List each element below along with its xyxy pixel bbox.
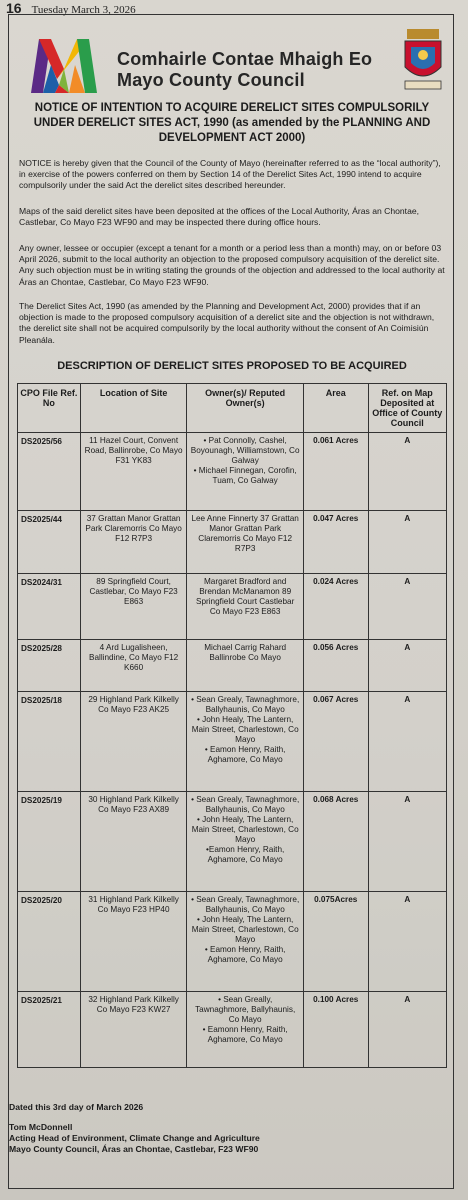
cell-cpo-ref: DS2025/56 [18,433,81,511]
cell-area: 0.067 Acres [303,692,368,792]
issue-date: Tuesday March 3, 2026 [31,4,136,16]
owner-entry: • Eamon Henry, Raith, Aghamore, Co Mayo [204,945,286,964]
table-row [18,892,447,992]
table-row [18,992,447,1068]
cell-map-ref: A [368,692,446,792]
notice-paragraph-3: Any owner, lessee or occupier (except a tenant for a month or a period less than a month) may, on or before 03 April 2026, submit to the local authority an objection to the proposed compulsory acquisition of the derelict site. Any such objection must be in writing stating the grounds of the objection and addressed to the local authority at Áras an Chontae, Castlebar, Co Mayo F23 WF90. [19,243,445,287]
table-row [18,640,447,692]
council-name-irish: Comhairle Contae Mhaigh Eo [117,49,373,69]
signatory-role: Acting Head of Environment, Climate Change and Agriculture [9,1133,260,1143]
owner-entry: • John Healy, The Lantern, Main Street, Charlestown, Co Mayo [191,915,299,944]
header-cpo: CPO File Ref. No [18,384,81,433]
signatory-name: Tom McDonnell [9,1122,73,1132]
owner-entry: • Sean Greally, Tawnaghmore, Ballyhaunis, Co Mayo [195,995,296,1024]
cell-area: 0.024 Acres [303,574,368,640]
notice-title: NOTICE OF INTENTION TO ACQUIRE DERELICT SITES COMPULSORILY UNDER DERELICT SITES ACT, 1990 (as amended by the PLANNING AND DEVELOPMENT ACT 2000) [33,102,431,144]
council-name-english: Mayo County Council [117,70,305,90]
owner-entry: • Eamonn Henry, Raith, Aghamore, Co Mayo [202,1025,288,1044]
table-row [18,792,447,892]
cell-cpo-ref: DS2025/28 [18,640,81,692]
cell-location: 11 Hazel Court, Convent Road, Ballinrobe, Co Mayo F31 YK83 [80,433,187,511]
owner-entry: •Eamon Henry, Raith, Aghamore, Co Mayo [206,845,285,864]
derelict-sites-table [17,383,447,1068]
table-body [18,433,447,1068]
table-row [18,574,447,640]
dated-line: Dated this 3rd day of March 2026 [9,1102,144,1112]
cell-map-ref: A [368,640,446,692]
notice-paragraph-4: The Derelict Sites Act, 1990 (as amended by the Planning and Development Act, 2000) provides that if an objection is made to the proposed compulsory acquisition of a derelict site and the objection is not withdrawn, the derelict site shall not be acquired compulsorily by the local authority without the consent of An Coimisiún Pleanála. [19,301,435,345]
cell-area: 0.068 Acres [303,792,368,892]
cell-owners [187,433,303,511]
notice-header [9,23,455,103]
cell-area: 0.100 Acres [303,992,368,1068]
cell-area: 0.075Acres [303,892,368,992]
table-row [18,511,447,574]
cell-map-ref: A [368,892,446,992]
owner-entry: • Sean Grealy, Tawnaghmore, Ballyhaunis, Co Mayo [191,795,300,814]
owner-entry: • Michael Finnegan, Corofin, Tuam, Co Galway [193,466,297,485]
signatory-address: Mayo County Council, Áras an Chontae, Castlebar, F23 WF90 [9,1144,259,1154]
owner-entry: Lee Anne Finnerty 37 Grattan Manor Grattan Park Claremorris Co Mayo F12 R7P3 [191,514,299,553]
cell-map-ref: A [368,792,446,892]
owner-entry: • Sean Grealy, Tawnaghmore, Ballyhaunis, Co Mayo [191,695,300,714]
cell-location: 89 Springfield Court, Castlebar, Co Mayo F23 E863 [80,574,187,640]
cell-area: 0.056 Acres [303,640,368,692]
cell-location: 29 Highland Park Kilkelly Co Mayo F23 AK25 [80,692,187,792]
notice-footer [9,1102,260,1155]
cell-owners [187,574,303,640]
notice-paragraph-1: NOTICE is hereby given that the Council of the County of Mayo (hereinafter referred to as the “local authority”), in exercise of the powers conferred on them by Section 14 of the Derelict Sites Act, 1990 intend to acquire compulsorily under the said Act the derelict sites described hereunder. [19,158,441,191]
header-owners: Owner(s)/ Reputed Owner(s) [187,384,303,433]
notice-frame [8,14,454,1189]
cell-cpo-ref: DS2024/31 [18,574,81,640]
cell-owners [187,511,303,574]
page-number: 16 [6,0,22,16]
cell-cpo-ref: DS2025/19 [18,792,81,892]
cell-location: 4 Ard Lugalisheen, Ballindine, Co Mayo F12 K660 [80,640,187,692]
cell-location: 30 Highland Park Kilkelly Co Mayo F23 AX89 [80,792,187,892]
header-location: Location of Site [80,384,187,433]
cell-location: 37 Grattan Manor Grattan Park Claremorris Co Mayo F12 R7P3 [80,511,187,574]
cell-map-ref: A [368,433,446,511]
cell-owners [187,640,303,692]
owner-entry: • Pat Connolly, Cashel, Boyounagh, Williamstown, Co Galway [190,436,300,465]
cell-owners [187,892,303,992]
table-row [18,433,447,511]
header-map-ref: Ref. on Map Deposited at Office of County Council [368,384,446,433]
cell-owners [187,792,303,892]
cell-owners [187,692,303,792]
owner-entry: Michael Carrig Rahard Ballinrobe Co Mayo [204,643,287,662]
owner-entry: Margaret Bradford and Brendan McManamon 89 Springfield Court Castlebar Co Mayo F23 E863 [196,577,295,616]
cell-map-ref: A [368,574,446,640]
section-title: DESCRIPTION OF DERELICT SITES PROPOSED TO BE ACQUIRED [57,360,407,372]
table-header-row [18,384,447,433]
owner-entry: • Sean Grealy, Tawnaghmore, Ballyhaunis, Co Mayo [191,895,300,914]
mayo-council-logo [29,35,99,97]
cell-cpo-ref: DS2025/18 [18,692,81,792]
cell-location: 31 Highland Park Kilkelly Co Mayo F23 HP40 [80,892,187,992]
notice-paragraph-2: Maps of the said derelict sites have been deposited at the offices of the Local Authority, Áras an Chontae, Castlebar, Co Mayo F23 WF90 and may be inspected there during office hours. [19,206,420,228]
owner-entry: • John Healy, The Lantern, Main Street, Charlestown, Co Mayo [191,815,299,844]
cell-map-ref: A [368,992,446,1068]
cell-cpo-ref: DS2025/21 [18,992,81,1068]
cell-owners [187,992,303,1068]
cell-area: 0.061 Acres [303,433,368,511]
table-row [18,692,447,792]
owner-entry: • Eamon Henry, Raith, Aghamore, Co Mayo [204,745,286,764]
cell-cpo-ref: DS2025/44 [18,511,81,574]
cell-map-ref: A [368,511,446,574]
cell-location: 32 Highland Park Kilkelly Co Mayo F23 KW27 [80,992,187,1068]
owner-entry: • John Healy, The Lantern, Main Street, Charlestown, Co Mayo [191,715,299,744]
cell-cpo-ref: DS2025/20 [18,892,81,992]
header-area: Area [303,384,368,433]
county-crest-icon [401,27,445,93]
cell-area: 0.047 Acres [303,511,368,574]
